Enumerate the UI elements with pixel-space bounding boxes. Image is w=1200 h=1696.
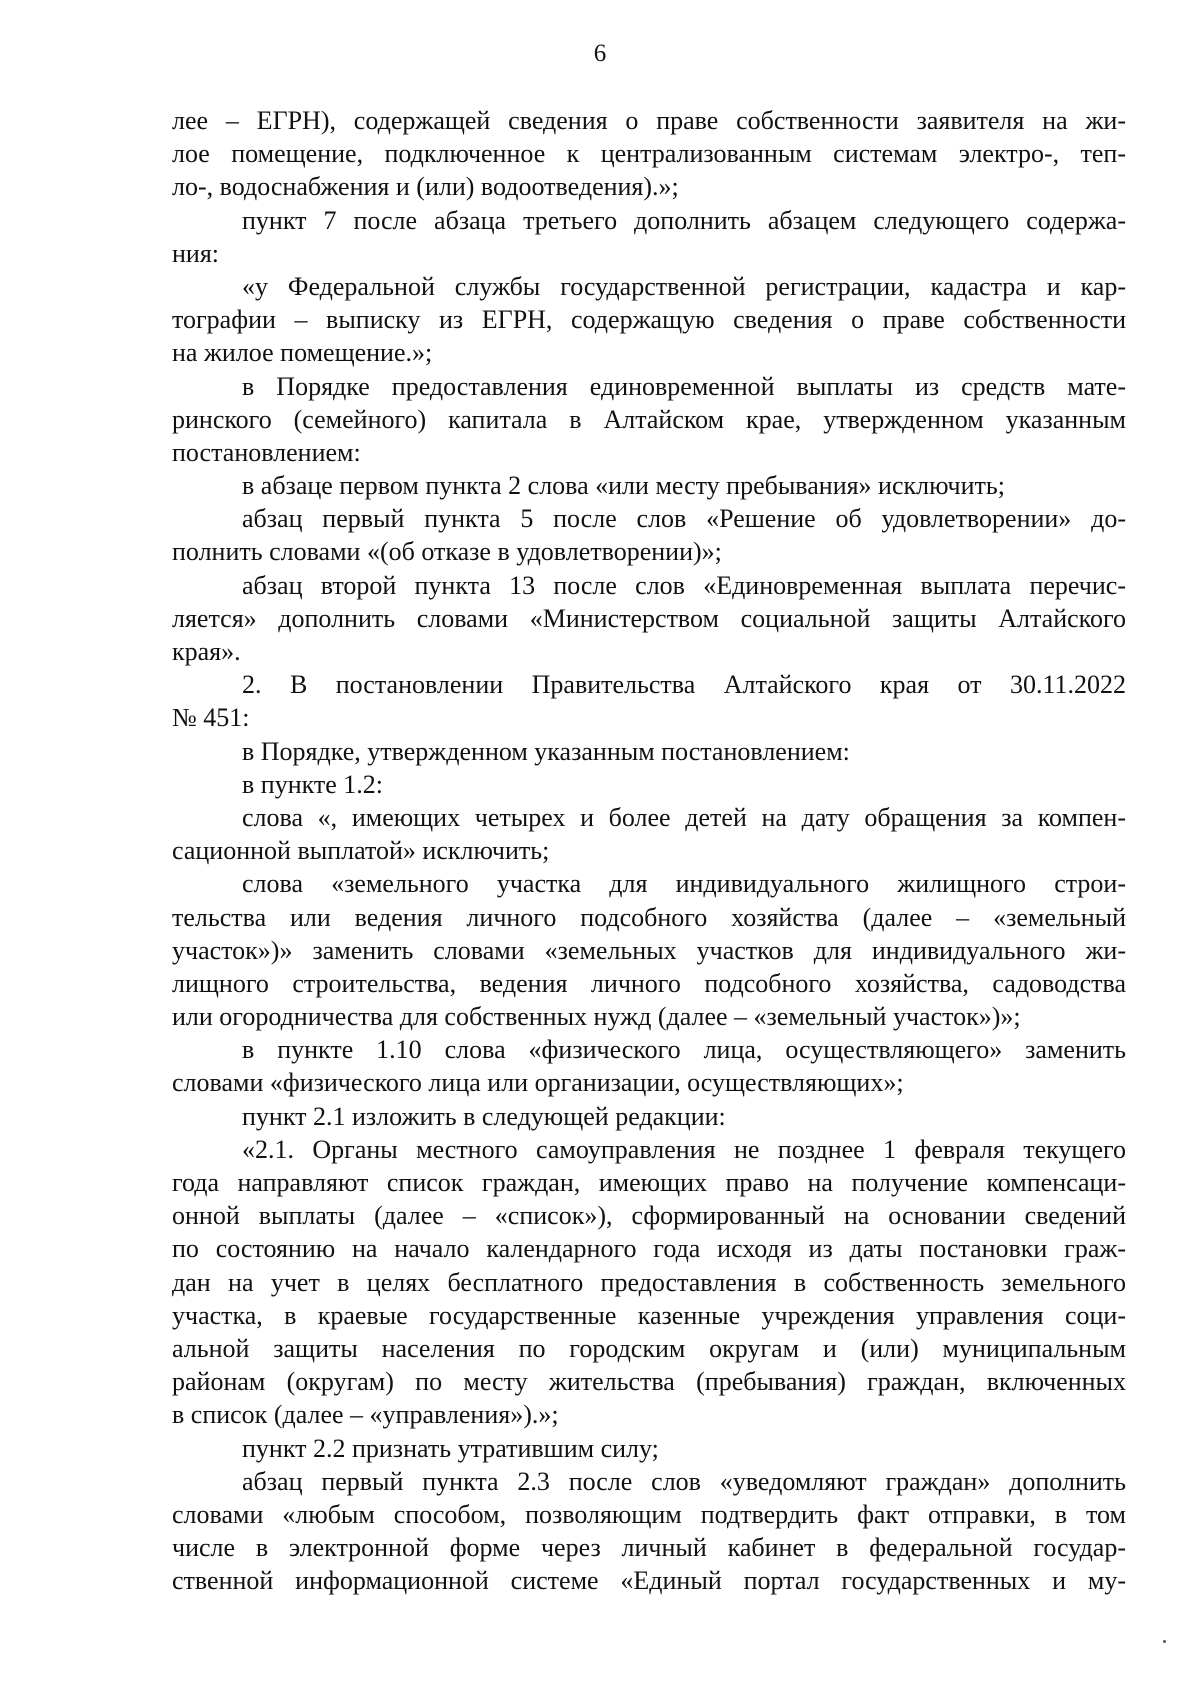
text-line: № 451: — [172, 703, 250, 733]
text-line: сационной выплатой» исключить; — [172, 836, 550, 866]
text-line: в Порядке предоставления единовременной выплаты из средств мате- — [242, 371, 1126, 401]
text-line: словами «физического лица или организации, осуществляющих»; — [172, 1068, 904, 1098]
text-line: края». — [172, 637, 241, 666]
text-line: дан на учет в целях бесплатного предоставления в собственность земельного — [172, 1267, 1126, 1297]
text-line: по состоянию на начало календарного года исходя из даты постановки граж- — [172, 1234, 1126, 1264]
text-line: лищного строительства, ведения личного подсобного хозяйства, садоводства — [172, 968, 1126, 998]
text-line: ственной информационной системе «Единый портал государственных и му- — [172, 1566, 1126, 1596]
text-line: тельства или ведения личного подсобного хозяйства (далее – «земельный — [172, 902, 1126, 932]
text-line: тографии – выписку из ЕГРН, содержащую сведения о праве собственности — [172, 305, 1126, 335]
text-line: пункт 7 после абзаца третьего дополнить абзацем следующего содержа- — [242, 205, 1126, 235]
text-line: числе в электронной форме через личный кабинет в федеральной государ- — [172, 1533, 1126, 1563]
text-line: участка, в краевые государственные казенные учреждения управления соци- — [172, 1300, 1126, 1330]
text-line: или огородничества для собственных нужд (далее – «земельный участок»)»; — [172, 1002, 1021, 1032]
text-line: года направляют список граждан, имеющих право на получение компенсаци- — [172, 1168, 1126, 1197]
text-line: в список (далее – «управления»).»; — [172, 1400, 559, 1430]
text-line: онной выплаты (далее – «список»), сформированный на основании сведений — [172, 1201, 1126, 1231]
text-line: в пункте 1.2: — [242, 769, 384, 799]
text-line: ния: — [172, 238, 220, 268]
text-line: в пункте 1.10 слова «физического лица, осуществляющего» заменить — [242, 1035, 1126, 1065]
text-line: абзац первый пункта 2.3 после слов «уведомляют граждан» дополнить — [242, 1466, 1126, 1496]
text-line: альной защиты населения по городским округам и (или) муниципальным — [172, 1333, 1126, 1363]
text-line: словами «любым способом, позволяющим подтвердить факт отправки, в том — [172, 1499, 1126, 1529]
text-line: «2.1. Органы местного самоуправления не позднее 1 февраля текущего — [242, 1134, 1126, 1164]
text-line: слова «земельного участка для индивидуального жилищного строи- — [242, 869, 1126, 899]
text-line: слова «, имеющих четырех и более детей на дату обращения за компен- — [242, 802, 1126, 832]
text-line: абзац второй пункта 13 после слов «Единовременная выплата перечис- — [242, 570, 1126, 600]
text-line: районам (округам) по месту жительства (пребывания) граждан, включенных — [172, 1367, 1126, 1397]
text-line: в абзаце первом пункта 2 слова «или месту пребывания» исключить; — [242, 471, 1005, 501]
text-line: постановлением: — [172, 437, 361, 467]
text-line: пункт 2.2 признать утратившим силу; — [242, 1433, 659, 1463]
text-line: лое помещение, подключенное к централизованным системам электро-, теп- — [172, 139, 1126, 169]
page-number: 6 — [593, 40, 607, 67]
text-line: абзац первый пункта 5 после слов «Решение об удовлетворении» до- — [242, 504, 1126, 534]
text-line: ло-, водоснабжения и (или) водоотведения).»; — [172, 172, 679, 202]
text-line: лее – ЕГРН), содержащей сведения о праве собственности заявителя на жи- — [172, 106, 1126, 135]
text-line: пункт 2.1 изложить в следующей редакции: — [242, 1101, 726, 1131]
text-line: на жилое помещение.»; — [172, 338, 433, 368]
text-line: участок»)» заменить словами «земельных участков для индивидуального жи- — [172, 935, 1126, 965]
text-line: в Порядке, утвержденном указанным постановлением: — [242, 736, 850, 766]
text-line: полнить словами «(об отказе в удовлетворении)»; — [172, 537, 722, 567]
text-line: 2. В постановлении Правительства Алтайского края от 30.11.2022 — [242, 670, 1126, 700]
text-line: ляется» дополнить словами «Министерством социальной защиты Алтайского — [172, 603, 1126, 633]
text-line: «у Федеральной службы государственной регистрации, кадастра и кар- — [242, 271, 1126, 301]
document-body — [172, 104, 1126, 1597]
text-line: ринского (семейного) капитала в Алтайском крае, утвержденном указанным — [172, 404, 1126, 434]
scan-speck — [1163, 1640, 1166, 1643]
